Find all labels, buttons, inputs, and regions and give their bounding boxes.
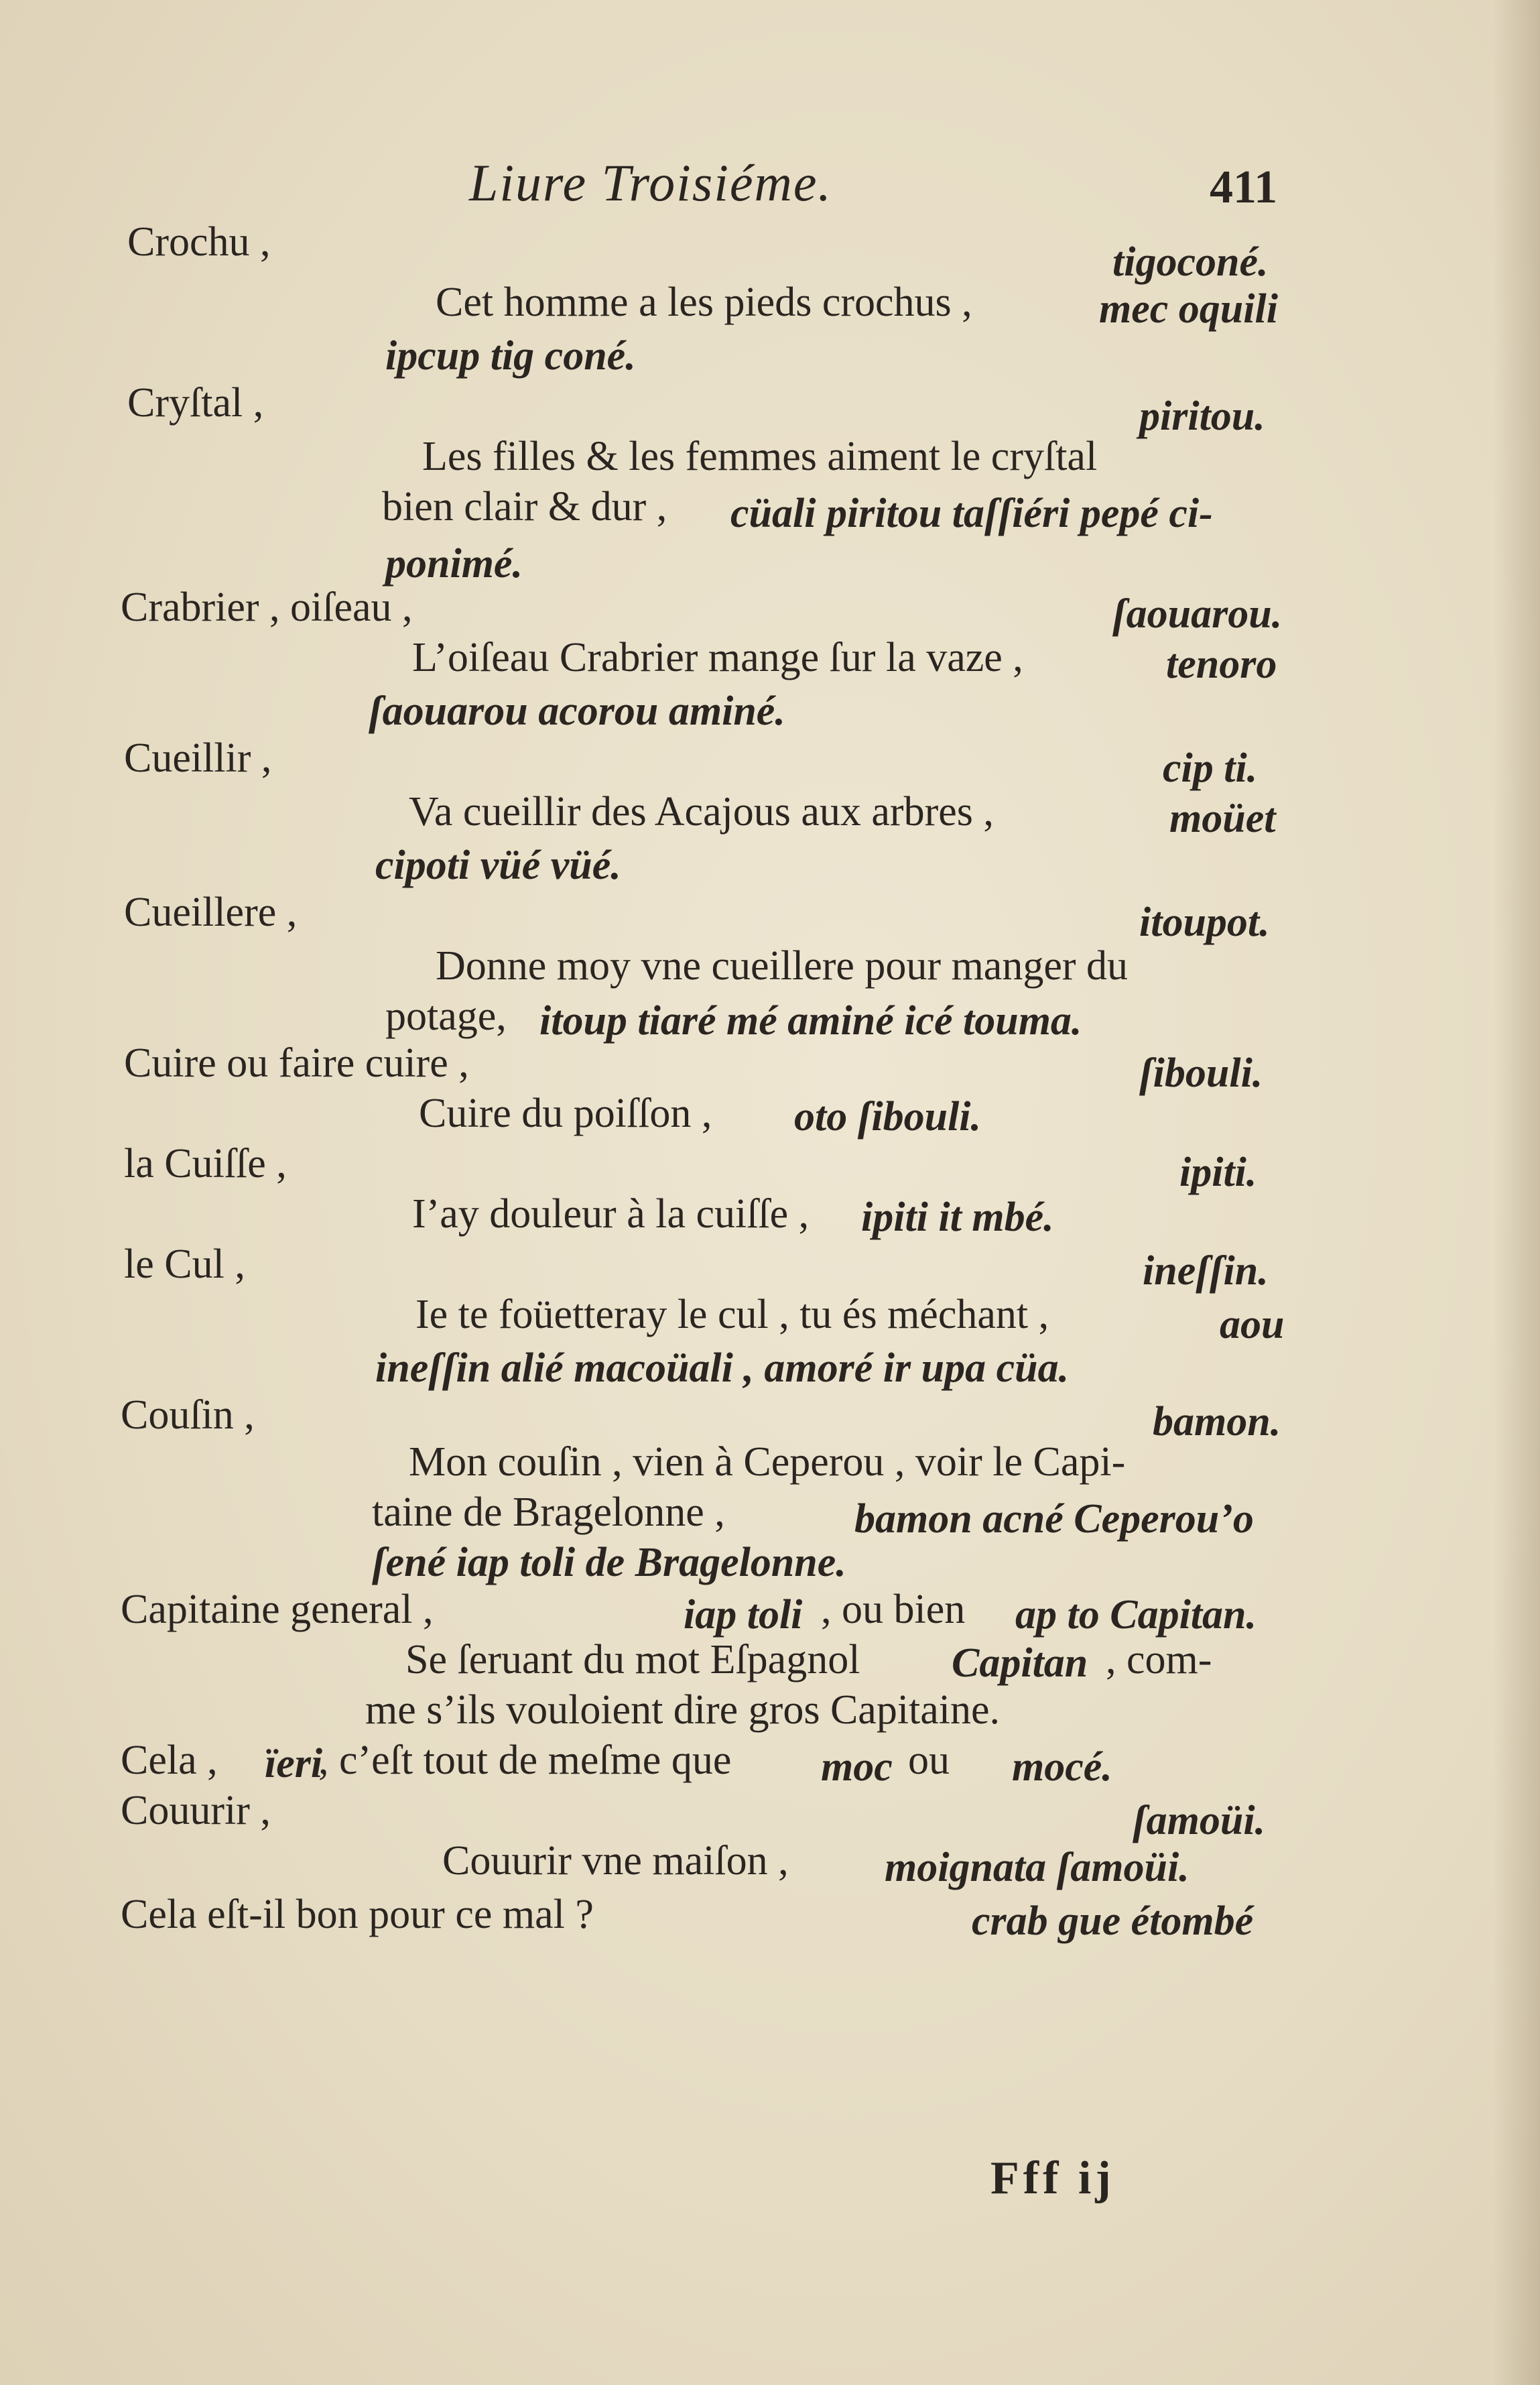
example-translation: ſaouarou acorou aminé. [369,688,785,734]
entry-headword: Cela , [121,1737,218,1783]
page-number: 411 [1210,162,1278,213]
example-text: Cet homme a les pieds crochus , [436,280,972,325]
example-text: Va cueillir des Acajous aux arbres , [409,789,994,835]
entry-translation: mocé. [1012,1744,1112,1790]
example-text: Couurir vne maiſon , [442,1838,789,1884]
entry-connector: , ou bien [821,1587,966,1632]
example-translation: ponimé. [385,541,523,587]
example-translation: cipoti vüé vüé. [375,843,621,888]
example-translation: moignata ſamoüi. [885,1845,1190,1890]
entry-translation: itoupot. [1139,900,1270,945]
example-translation: ſené iap toli de Bragelonne. [372,1540,846,1585]
entry-translation: ïeri [265,1741,323,1786]
entry-translation: cip ti. [1163,745,1258,791]
running-title: Liure Troisiéme. [469,154,832,212]
page-edge-shadow [1493,0,1540,2385]
entry-translation: piritou. [1139,393,1265,439]
example-translation: ipiti it mbé. [861,1195,1054,1240]
example-translation: ineſſin alié macoüali , amoré ir upa cüa. [375,1345,1070,1391]
entry-translation: ineſſin. [1143,1248,1269,1294]
entry-translation: iap toli [684,1592,803,1638]
entry-headword: Cela eſt-il bon pour ce mal ? [121,1892,594,1937]
entry-headword: Cryſtal , [127,380,264,426]
example-text: Les filles & les femmes aiment le cryſtal [422,434,1098,479]
example-text: L’oiſeau Crabrier mange ſur la vaze , [412,635,1023,680]
example-text: , com- [1106,1637,1212,1683]
entry-headword: Couſin , [121,1392,255,1438]
example-text: Se ſeruant du mot Eſpagnol [405,1637,860,1683]
example-translation: tenoro [1166,641,1277,687]
example-translation: Capitan [952,1640,1088,1686]
example-translation: itoup tiaré mé aminé icé touma. [539,998,1082,1044]
example-text: taine de Bragelonne , [372,1489,725,1535]
entry-headword: le Cul , [124,1241,245,1287]
entry-translation: bamon. [1153,1399,1281,1445]
example-text: Ie te foüetteray le cul , tu és méchant , [415,1292,1049,1337]
example-translation: cüali piritou taſſiéri pepé ci- [730,491,1213,536]
entry-translation: ſibouli. [1139,1050,1263,1096]
entry-headword: Crabrier , oiſeau , [121,585,413,630]
example-text: potage, [385,993,507,1039]
entry-translation: moc [821,1744,893,1790]
example-translation: aou [1220,1302,1285,1347]
example-translation: moüet [1169,796,1276,841]
entry-headword: la Cuiſſe , [124,1141,287,1186]
example-translation: mec oquili [1099,286,1278,332]
example-text: me s’ils vouloient dire gros Capitaine. [365,1687,1001,1733]
entry-headword: Crochu , [127,219,271,265]
entry-translation: ſaouarou. [1112,591,1283,637]
entry-headword: Couurir , [121,1788,271,1833]
example-text: I’ay douleur à la cuiſſe , [412,1191,810,1237]
example-text: Cuire du poiſſon , [419,1091,712,1136]
example-translation: bamon acné Ceperou’o [854,1496,1254,1542]
entry-connector: , c’eſt tout de meſme que [318,1737,732,1783]
example-translation: oto ſibouli. [794,1094,982,1140]
entry-headword: Cuire ou faire cuire , [124,1040,469,1086]
entry-translation: crab gue étombé [972,1898,1254,1944]
example-text: Mon couſin , vien à Ceperou , voir le Capi- [409,1439,1126,1485]
example-text: Donne moy vne cueillere pour manger du [436,943,1128,989]
entry-translation: tigoconé. [1112,239,1269,285]
entry-headword: Capitaine general , [121,1587,434,1632]
entry-translation: ſamoüi. [1133,1798,1266,1843]
entry-translation: ipiti. [1179,1150,1257,1195]
signature-mark: Fff ij [990,2152,1115,2204]
entry-headword: Cueillere , [124,890,298,935]
entry-headword: Cueillir , [124,735,272,781]
entry-connector: ou [908,1737,950,1783]
example-text: bien clair & dur , [382,484,667,530]
entry-translation: ap to Capitan. [1015,1592,1257,1638]
example-translation: ipcup tig coné. [385,333,636,379]
